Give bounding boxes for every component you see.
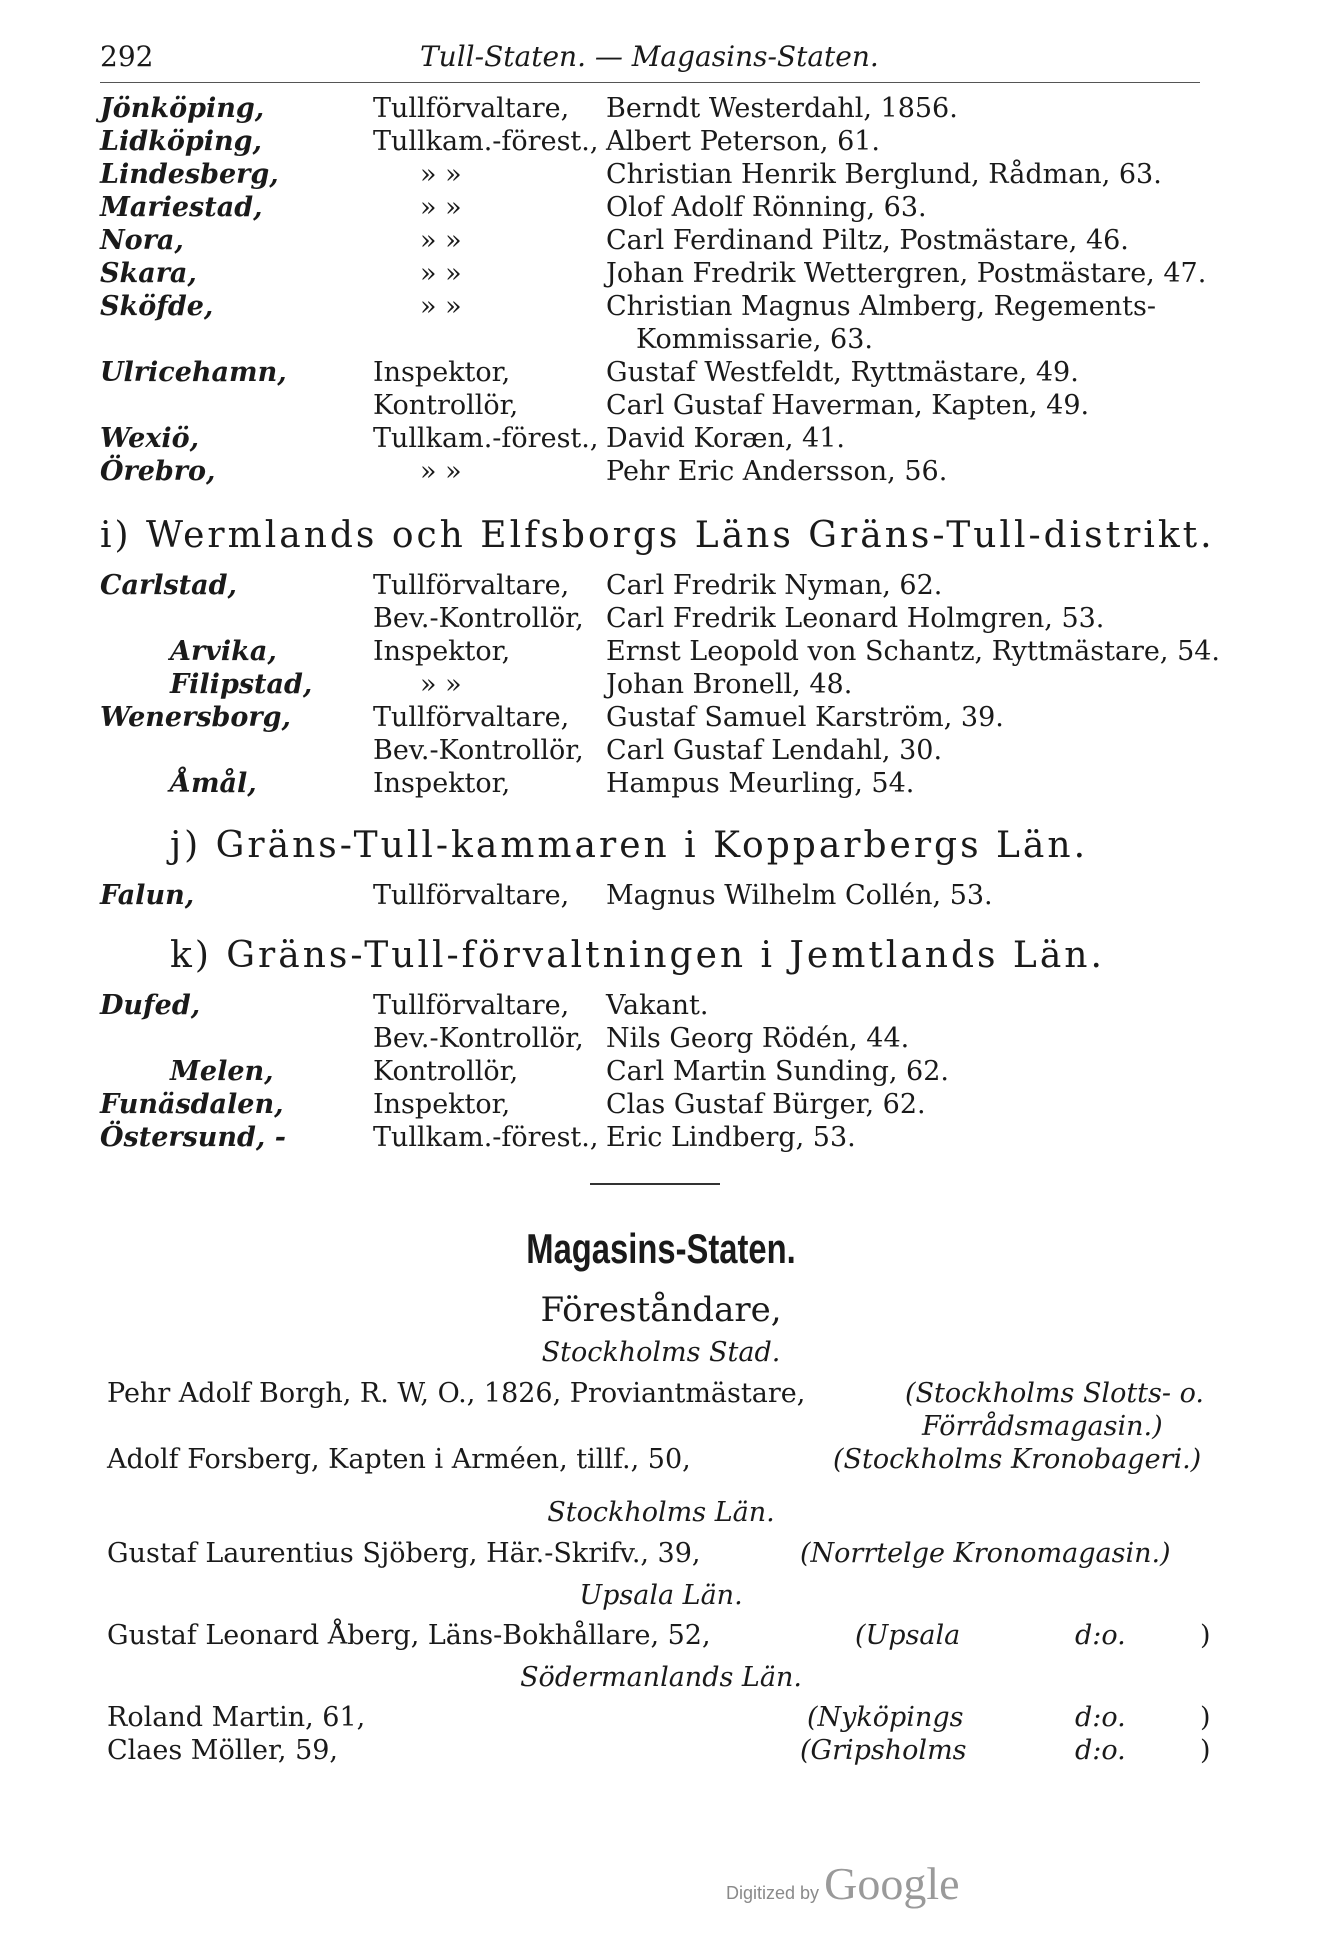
ditto-marks: » »: [420, 159, 462, 190]
magazine-place: (Stockholms Slotts- o.: [905, 1378, 1204, 1409]
person-entry: Magnus Wilhelm Collén, 53.: [606, 880, 993, 911]
person-entry: Carl Fredrik Nyman, 62.: [606, 570, 943, 601]
person-entry: Roland Martin, 61,: [107, 1702, 366, 1733]
role: Tullförvaltare,: [373, 570, 570, 601]
role: Tullförvaltare,: [373, 702, 570, 733]
role: Bev.-Kontrollör,: [373, 1023, 584, 1054]
ditto-abbreviation: d:o.: [1075, 1620, 1126, 1651]
section-divider: [590, 1183, 720, 1185]
closing-paren: ): [1200, 1702, 1211, 1733]
role: Tullkam.-förest.,: [373, 423, 599, 454]
person-entry: Carl Ferdinand Piltz, Postmästare, 46.: [606, 225, 1129, 256]
person-entry: Ernst Leopold von Schantz, Ryttmästare, 54.: [606, 636, 1221, 667]
magazine-place: Förrådsmagasin.): [922, 1411, 1163, 1442]
section-heading: i) Wermlands och Elfsborgs Läns Gräns-Tull-distrikt.: [100, 515, 1215, 556]
ditto-abbreviation: d:o.: [1075, 1702, 1126, 1733]
person-entry: Gustaf Samuel Karström, 39.: [606, 702, 1004, 733]
place-name: Jönköping,: [100, 93, 265, 124]
person-entry: Clas Gustaf Bürger, 62.: [606, 1089, 926, 1120]
person-entry: David Koræn, 41.: [606, 423, 845, 454]
person-entry: Johan Fredrik Wettergren, Postmästare, 47.: [606, 258, 1207, 289]
role: Kontrollör,: [373, 1056, 519, 1087]
place-name: Örebro,: [100, 456, 216, 487]
person-entry: Gustaf Westfeldt, Ryttmästare, 49.: [606, 357, 1079, 388]
subtitle: Föreståndare,: [540, 1290, 782, 1330]
person-entry: Christian Magnus Almberg, Regements-: [606, 291, 1156, 322]
person-entry: Vakant.: [606, 990, 709, 1021]
place-name: Dufed,: [100, 990, 201, 1021]
closing-paren: ): [1200, 1735, 1211, 1766]
region-heading: Stockholms Stad.: [541, 1337, 781, 1368]
role: Inspektor,: [373, 357, 511, 388]
magazine-place: (Norrtelge Kronomagasin.): [800, 1538, 1171, 1569]
role: Bev.-Kontrollör,: [373, 735, 584, 766]
person-entry: Nils Georg Rödén, 44.: [606, 1023, 910, 1054]
role: Tullförvaltare,: [373, 93, 570, 124]
header-rule: [100, 82, 1200, 83]
person-entry: Johan Bronell, 48.: [606, 669, 853, 700]
place-name: Sköfde,: [100, 291, 214, 322]
ditto-marks: » »: [420, 192, 462, 223]
region-heading: Södermanlands Län.: [520, 1662, 802, 1693]
person-entry: Gustaf Laurentius Sjöberg, Här.-Skrifv., 39,: [107, 1538, 701, 1569]
magasins-title: Magasins-Staten.: [526, 1225, 796, 1272]
place-name: Carlstad,: [100, 570, 237, 601]
place-name: Ulricehamn,: [100, 357, 287, 388]
role: Inspektor,: [373, 768, 511, 799]
section-heading: j) Gräns-Tull-kammaren i Kopparbergs Län.: [170, 825, 1089, 866]
region-heading: Upsala Län.: [579, 1580, 743, 1611]
place-name: Wexiö,: [100, 423, 200, 454]
person-entry: Carl Gustaf Haverman, Kapten, 49.: [606, 390, 1090, 421]
person-entry: Christian Henrik Berglund, Rådman, 63.: [606, 159, 1162, 190]
place-name: Arvika,: [170, 636, 277, 667]
person-entry: Berndt Westerdahl, 1856.: [606, 93, 958, 124]
ditto-marks: » »: [420, 291, 462, 322]
role: Kontrollör,: [373, 390, 519, 421]
place-name: Lindesberg,: [100, 159, 279, 190]
role: Tullförvaltare,: [373, 880, 570, 911]
role: Bev.-Kontrollör,: [373, 603, 584, 634]
person-entry: Albert Peterson, 61.: [606, 126, 881, 157]
role: Tullförvaltare,: [373, 990, 570, 1021]
role: Inspektor,: [373, 636, 511, 667]
place-name: Funäsdalen,: [100, 1089, 284, 1120]
person-entry: Carl Martin Sunding, 62.: [606, 1056, 949, 1087]
person-entry: Hampus Meurling, 54.: [606, 768, 915, 799]
digitized-by-watermark: [726, 1857, 960, 1910]
magazine-place: (Stockholms Kronobageri.): [833, 1444, 1202, 1475]
page-number: 292: [100, 40, 154, 73]
ditto-marks: » »: [420, 258, 462, 289]
place-name: Skara,: [100, 258, 197, 289]
ditto-marks: » »: [420, 225, 462, 256]
place-name: Lidköping,: [100, 126, 262, 157]
section-heading: k) Gräns-Tull-förvaltningen i Jemtlands Län.: [170, 935, 1105, 976]
person-entry: Adolf Forsberg, Kapten i Arméen, tillf., 50,: [107, 1444, 691, 1475]
running-title: Tull-Staten. — Magasins-Staten.: [420, 40, 879, 73]
place-name: Mariestad,: [100, 192, 263, 223]
closing-paren: ): [1200, 1620, 1211, 1651]
magazine-place: (Gripsholms: [800, 1735, 967, 1766]
person-entry: Carl Gustaf Lendahl, 30.: [606, 735, 943, 766]
person-entry-continuation: Kommissarie, 63.: [636, 324, 873, 355]
person-entry: Claes Möller, 59,: [107, 1735, 339, 1766]
role: Inspektor,: [373, 1089, 511, 1120]
person-entry: Pehr Eric Andersson, 56.: [606, 456, 948, 487]
person-entry: Carl Fredrik Leonard Holmgren, 53.: [606, 603, 1105, 634]
person-entry: Pehr Adolf Borgh, R. W, O., 1826, Proviantmästare,: [107, 1378, 806, 1409]
ditto-abbreviation: d:o.: [1075, 1735, 1126, 1766]
magazine-place: (Nyköpings: [807, 1702, 964, 1733]
person-entry: Eric Lindberg, 53.: [606, 1122, 856, 1153]
role: Tullkam.-förest.,: [373, 126, 599, 157]
google-logo: Google: [824, 1858, 960, 1909]
place-name: Wenersborg,: [100, 702, 291, 733]
person-entry: Gustaf Leonard Åberg, Läns-Bokhållare, 52,: [107, 1620, 711, 1651]
watermark-small-text: Digitized by: [726, 1883, 820, 1903]
magazine-place: (Upsala: [855, 1620, 961, 1651]
place-name: Melen,: [170, 1056, 274, 1087]
ditto-marks: » »: [420, 456, 462, 487]
role: Tullkam.-förest.,: [373, 1122, 599, 1153]
place-name: Nora,: [100, 225, 184, 256]
place-name: Östersund, -: [100, 1122, 286, 1153]
person-entry: Olof Adolf Rönning, 63.: [606, 192, 927, 223]
place-name: Falun,: [100, 880, 195, 911]
place-name: Filipstad,: [170, 669, 313, 700]
region-heading: Stockholms Län.: [547, 1497, 775, 1528]
ditto-marks: » »: [420, 669, 462, 700]
place-name: Åmål,: [170, 768, 257, 799]
